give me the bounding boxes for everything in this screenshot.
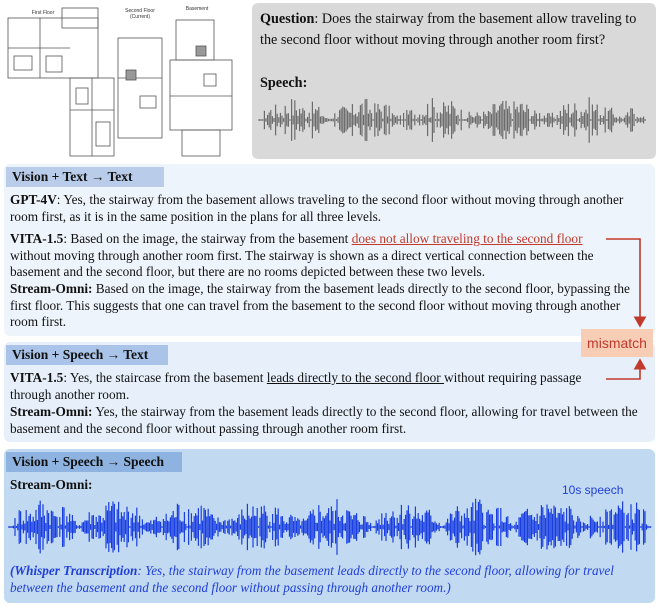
vita-vt-name: VITA-1.5	[10, 231, 64, 246]
vita-vst-name: VITA-1.5	[10, 370, 64, 385]
vision-text-header: Vision + Text → Text	[6, 167, 164, 187]
mismatch-badge: mismatch	[581, 329, 653, 357]
first-floor-label: First Floor	[31, 10, 55, 16]
vita-vst-pre: : Yes, the staircase from the basement	[63, 370, 267, 385]
vita-vst-post: without requiring passage through another room.	[10, 370, 582, 402]
second-floor-sublabel: (Current)	[129, 14, 150, 20]
whisper-transcription	[10, 562, 650, 596]
whisper-label: (Whisper Transcription	[10, 563, 138, 578]
speech-label: Speech:	[260, 75, 308, 91]
second-floor-label: Second Floor	[125, 8, 155, 14]
gpt4v-name: GPT-4V	[10, 192, 57, 207]
omni-vss-name: Stream-Omni:	[10, 477, 93, 492]
output-waveform-bars	[8, 499, 651, 556]
vita-vt-post: without moving through another room first. The stairway is shown as a direct vertical connection between the basement and the second floor, but there are no rooms depicted between these two levels.	[10, 247, 594, 280]
omni-vt-name: Stream-Omni:	[10, 281, 93, 296]
vita-vt-highlight: does not allow traveling to the second floor	[351, 231, 583, 246]
vision-speech-speech-header: Vision + Speech → Speech	[6, 452, 182, 472]
vision-speech-text-header: Vision + Speech → Text	[6, 345, 168, 365]
omni-vst-text: Yes, the stairway from the basement leads directly to the second floor, allowing for travel between the basement and the second floor without passing through another room first.	[10, 404, 638, 436]
omni-vt-text: Based on the image, the stairway from the basement leads directly to the second floor, bypassing the first floor. This suggests that one can travel from the basement to the second floor without moving through another room first.	[10, 281, 630, 330]
omni-vst-name: Stream-Omni:	[10, 404, 93, 419]
speech-duration-label: 10s speech	[562, 483, 624, 497]
output-speech-waveform	[8, 496, 653, 558]
whisper-text: : Yes, the stairway from the basement leads directly to the second floor, allowing for travel between the basement and the second floor without passing through another room.)	[10, 563, 614, 595]
gpt4v-text: : Yes, the stairway from the basement allows traveling to the second floor without moving through another room first, as it is in the same position in the plans for all three levels.	[10, 192, 624, 224]
question-label: Question	[260, 11, 315, 27]
mismatch-arrow-bottom	[606, 360, 640, 379]
basement-label: Basement	[185, 6, 209, 12]
vita-vst-highlight: leads directly to the second floor	[266, 370, 445, 385]
mismatch-arrow-top	[606, 239, 640, 326]
vita-vt-pre: : Based on the image, the stairway from the basement	[63, 231, 352, 246]
question-body: : Does the stairway from the basement allow traveling to the second floor without moving through another room first?	[260, 11, 637, 48]
